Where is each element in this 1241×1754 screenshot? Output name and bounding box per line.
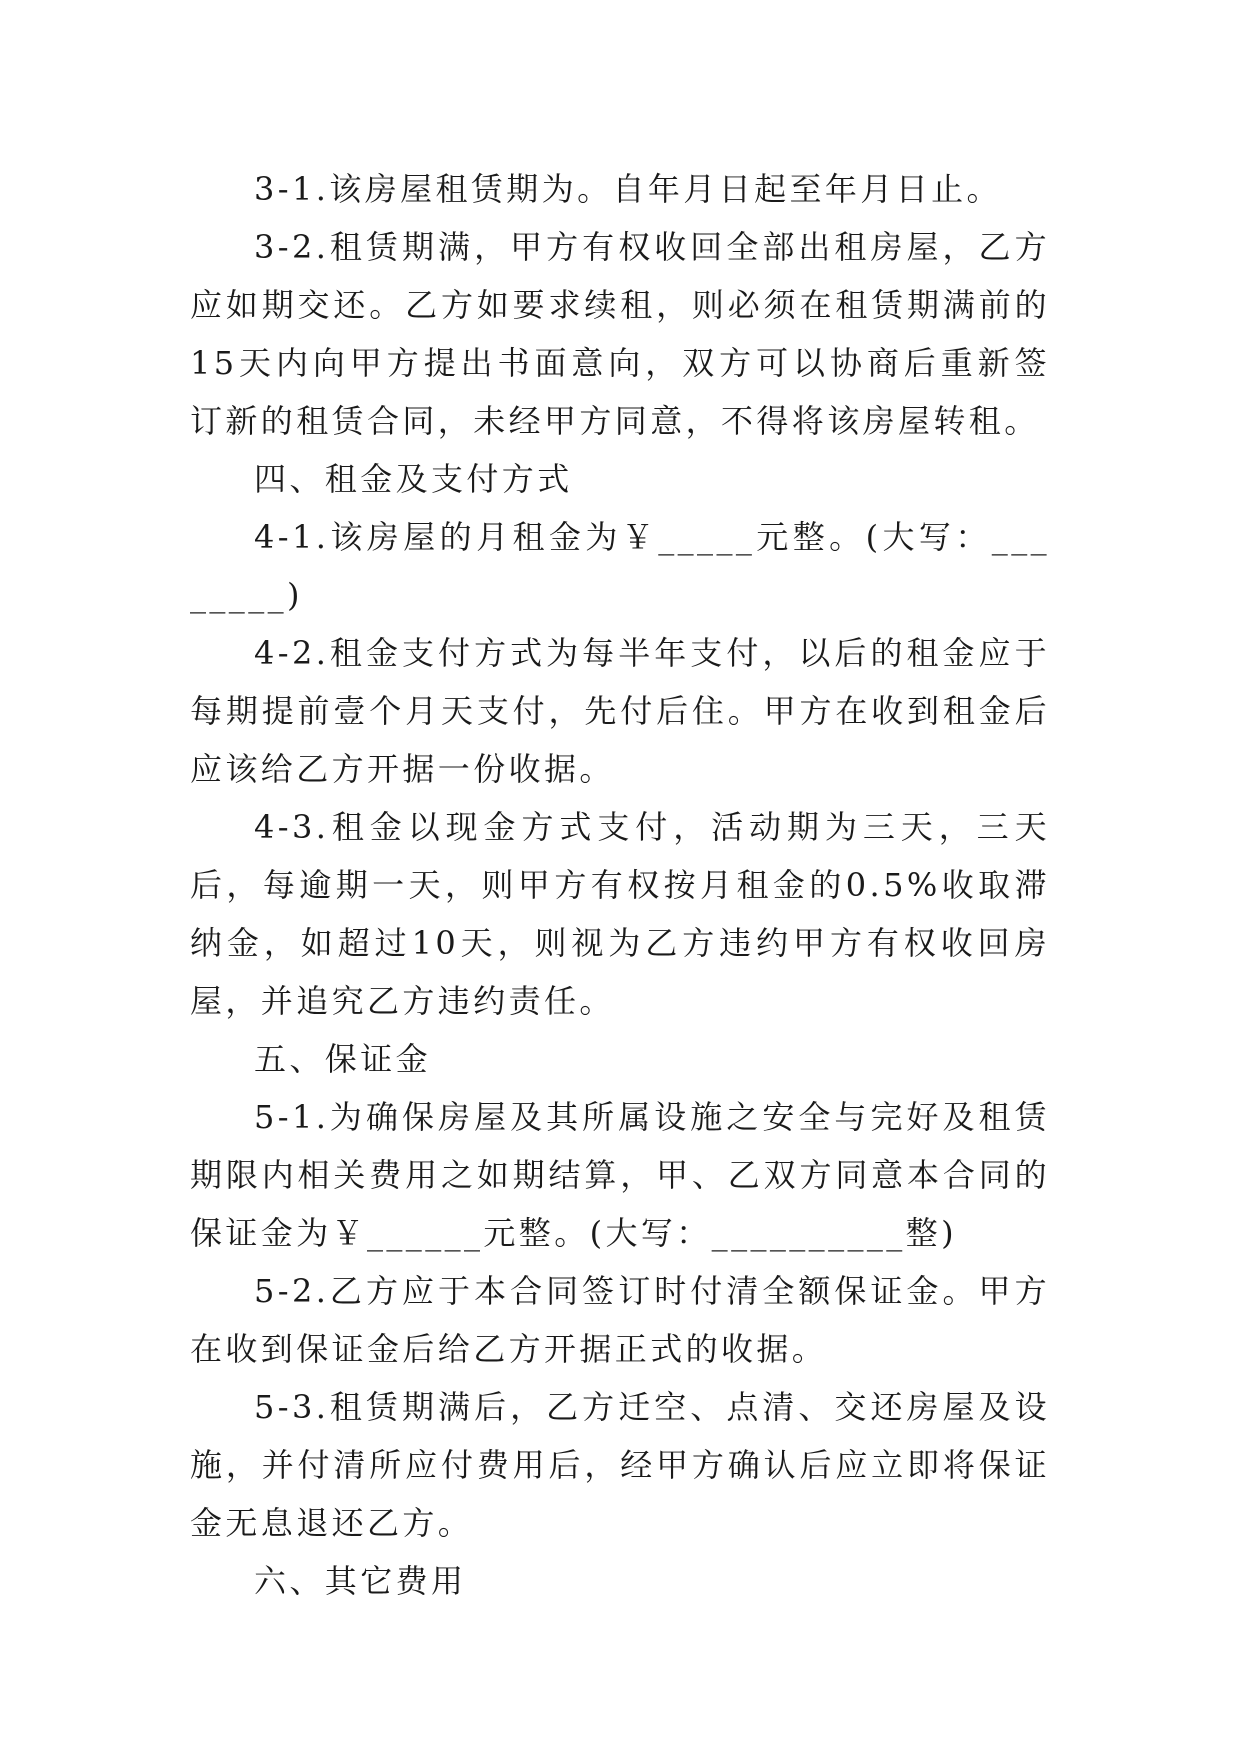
clause-4-1: 4-1.该房屋的月租金为￥_____元整。(大写：________) <box>190 518 1050 614</box>
section-heading-rent: 四、租金及支付方式 <box>254 460 573 498</box>
clause-4-2: 4-2.租金支付方式为每半年支付，以后的租金应于每期提前壹个月天支付，先付后住。甲方在收到租金后应该给乙方开据一份收据。 <box>190 634 1050 788</box>
section-heading-other-fees: 六、其它费用 <box>254 1562 467 1600</box>
section-heading-deposit: 五、保证金 <box>254 1040 432 1078</box>
document-body <box>190 160 1050 1610</box>
clause-5-1: 5-1.为确保房屋及其所属设施之安全与完好及租赁期限内相关费用之如期结算，甲、乙双方同意本合同的保证金为￥______元整。(大写：__________整) <box>190 1098 1050 1252</box>
clause-3-1: 3-1.该房屋租赁期为。自年月日起至年月日止。 <box>254 170 1002 208</box>
clause-4-3: 4-3.租金以现金方式支付，活动期为三天，三天后，每逾期一天，则甲方有权按月租金的0.5%收取滞纳金，如超过10天，则视为乙方违约甲方有权收回房屋，并追究乙方违约责任。 <box>190 808 1050 1020</box>
clause-5-3: 5-3.租赁期满后，乙方迁空、点清、交还房屋及设施，并付清所应付费用后，经甲方确认后应立即将保证金无息退还乙方。 <box>190 1388 1050 1542</box>
clause-5-2: 5-2.乙方应于本合同签订时付清全额保证金。甲方在收到保证金后给乙方开据正式的收据。 <box>190 1272 1050 1368</box>
clause-3-2: 3-2.租赁期满，甲方有权收回全部出租房屋，乙方应如期交还。乙方如要求续租，则必须在租赁期满前的15天内向甲方提出书面意向，双方可以协商后重新签订新的租赁合同，未经甲方同意，不得将该房屋转租。 <box>190 228 1050 440</box>
